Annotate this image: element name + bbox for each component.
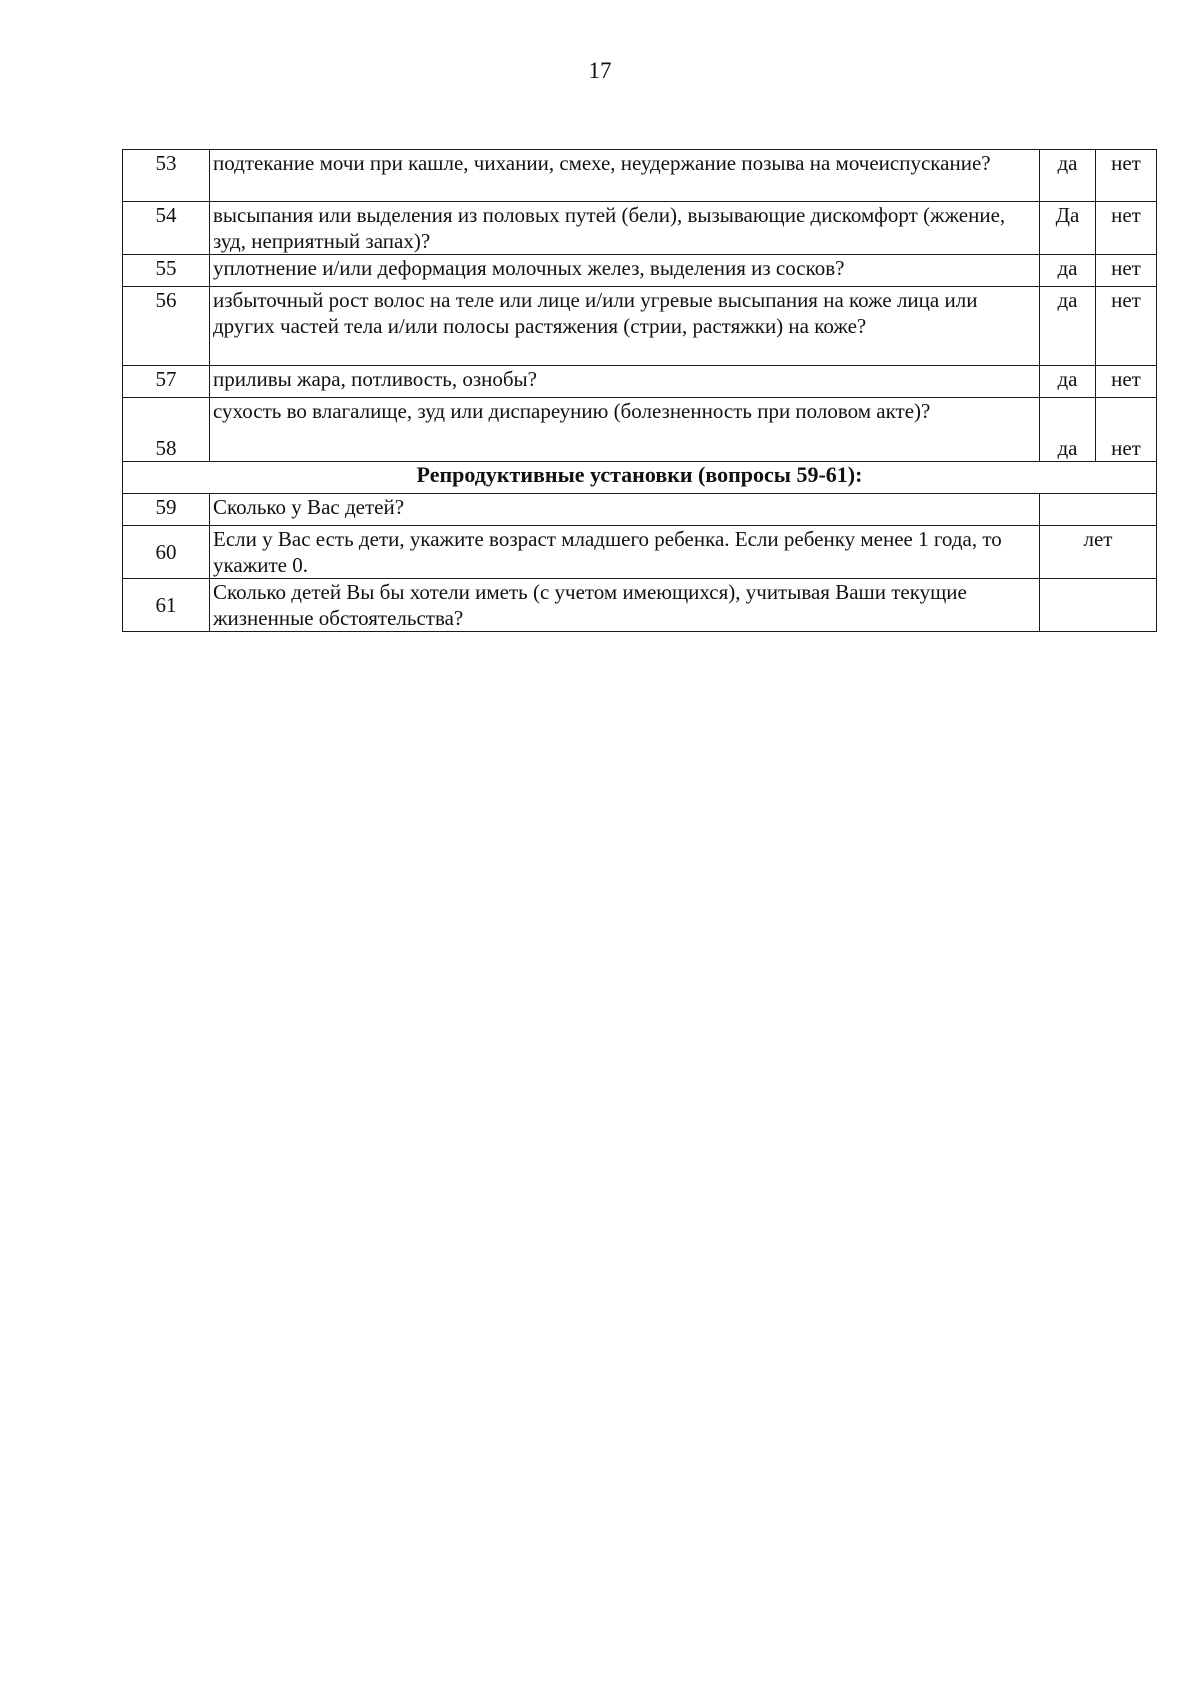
table-row xyxy=(123,398,1157,462)
answer-no[interactable]: нет xyxy=(1096,398,1157,462)
question-number: 56 xyxy=(123,287,210,366)
questionnaire-table xyxy=(122,149,1157,632)
table-row xyxy=(123,255,1157,287)
table-row xyxy=(123,202,1157,255)
answer-yes[interactable]: да xyxy=(1040,150,1096,202)
answer-yes[interactable]: да xyxy=(1040,287,1096,366)
answer-no[interactable]: нет xyxy=(1096,366,1157,398)
question-number: 61 xyxy=(123,579,210,632)
table-row xyxy=(123,287,1157,366)
question-number: 53 xyxy=(123,150,210,202)
answer-field[interactable] xyxy=(1040,494,1157,526)
section-title: Репродуктивные установки (вопросы 59-61): xyxy=(123,462,1157,494)
table-row xyxy=(123,366,1157,398)
table-row xyxy=(123,494,1157,526)
table-row xyxy=(123,579,1157,632)
answer-no[interactable]: нет xyxy=(1096,255,1157,287)
question-number: 59 xyxy=(123,494,210,526)
answer-field[interactable] xyxy=(1040,579,1157,632)
answer-yes[interactable]: да xyxy=(1040,255,1096,287)
table-row xyxy=(123,150,1157,202)
question-text: избыточный рост волос на теле или лице и/или угревые высыпания на коже лица или других частей тела и/или полосы растяжения (стрии, растяжки) на коже? xyxy=(210,287,1040,366)
answer-no[interactable]: нет xyxy=(1096,202,1157,255)
question-text: Если у Вас есть дети, укажите возраст младшего ребенка. Если ребенку менее 1 года, то укажите 0. xyxy=(210,526,1040,579)
question-text: высыпания или выделения из половых путей (бели), вызывающие дискомфорт (жжение, зуд, неприятный запах)? xyxy=(210,202,1040,255)
question-number: 54 xyxy=(123,202,210,255)
answer-yes[interactable]: да xyxy=(1040,398,1096,462)
question-number: 60 xyxy=(123,526,210,579)
answer-yes[interactable]: Да xyxy=(1040,202,1096,255)
question-text: Сколько детей Вы бы хотели иметь (с учетом имеющихся), учитывая Ваши текущие жизненные обстоятельства? xyxy=(210,579,1040,632)
question-text: подтекание мочи при кашле, чихании, смехе, неудержание позыва на мочеиспускание? xyxy=(210,150,1040,202)
answer-no[interactable]: нет xyxy=(1096,287,1157,366)
question-text: Сколько у Вас детей? xyxy=(210,494,1040,526)
question-text: приливы жара, потливость, ознобы? xyxy=(210,366,1040,398)
question-text: сухость во влагалище, зуд или диспареунию (болезненность при половом акте)? xyxy=(210,398,1040,462)
question-number: 58 xyxy=(123,398,210,462)
question-text: уплотнение и/или деформация молочных желез, выделения из сосков? xyxy=(210,255,1040,287)
answer-field[interactable]: лет xyxy=(1040,526,1157,579)
answer-yes[interactable]: да xyxy=(1040,366,1096,398)
answer-no[interactable]: нет xyxy=(1096,150,1157,202)
section-header-row xyxy=(123,462,1157,494)
table-row xyxy=(123,526,1157,579)
question-number: 55 xyxy=(123,255,210,287)
question-number: 57 xyxy=(123,366,210,398)
page-number: 17 xyxy=(588,58,612,83)
